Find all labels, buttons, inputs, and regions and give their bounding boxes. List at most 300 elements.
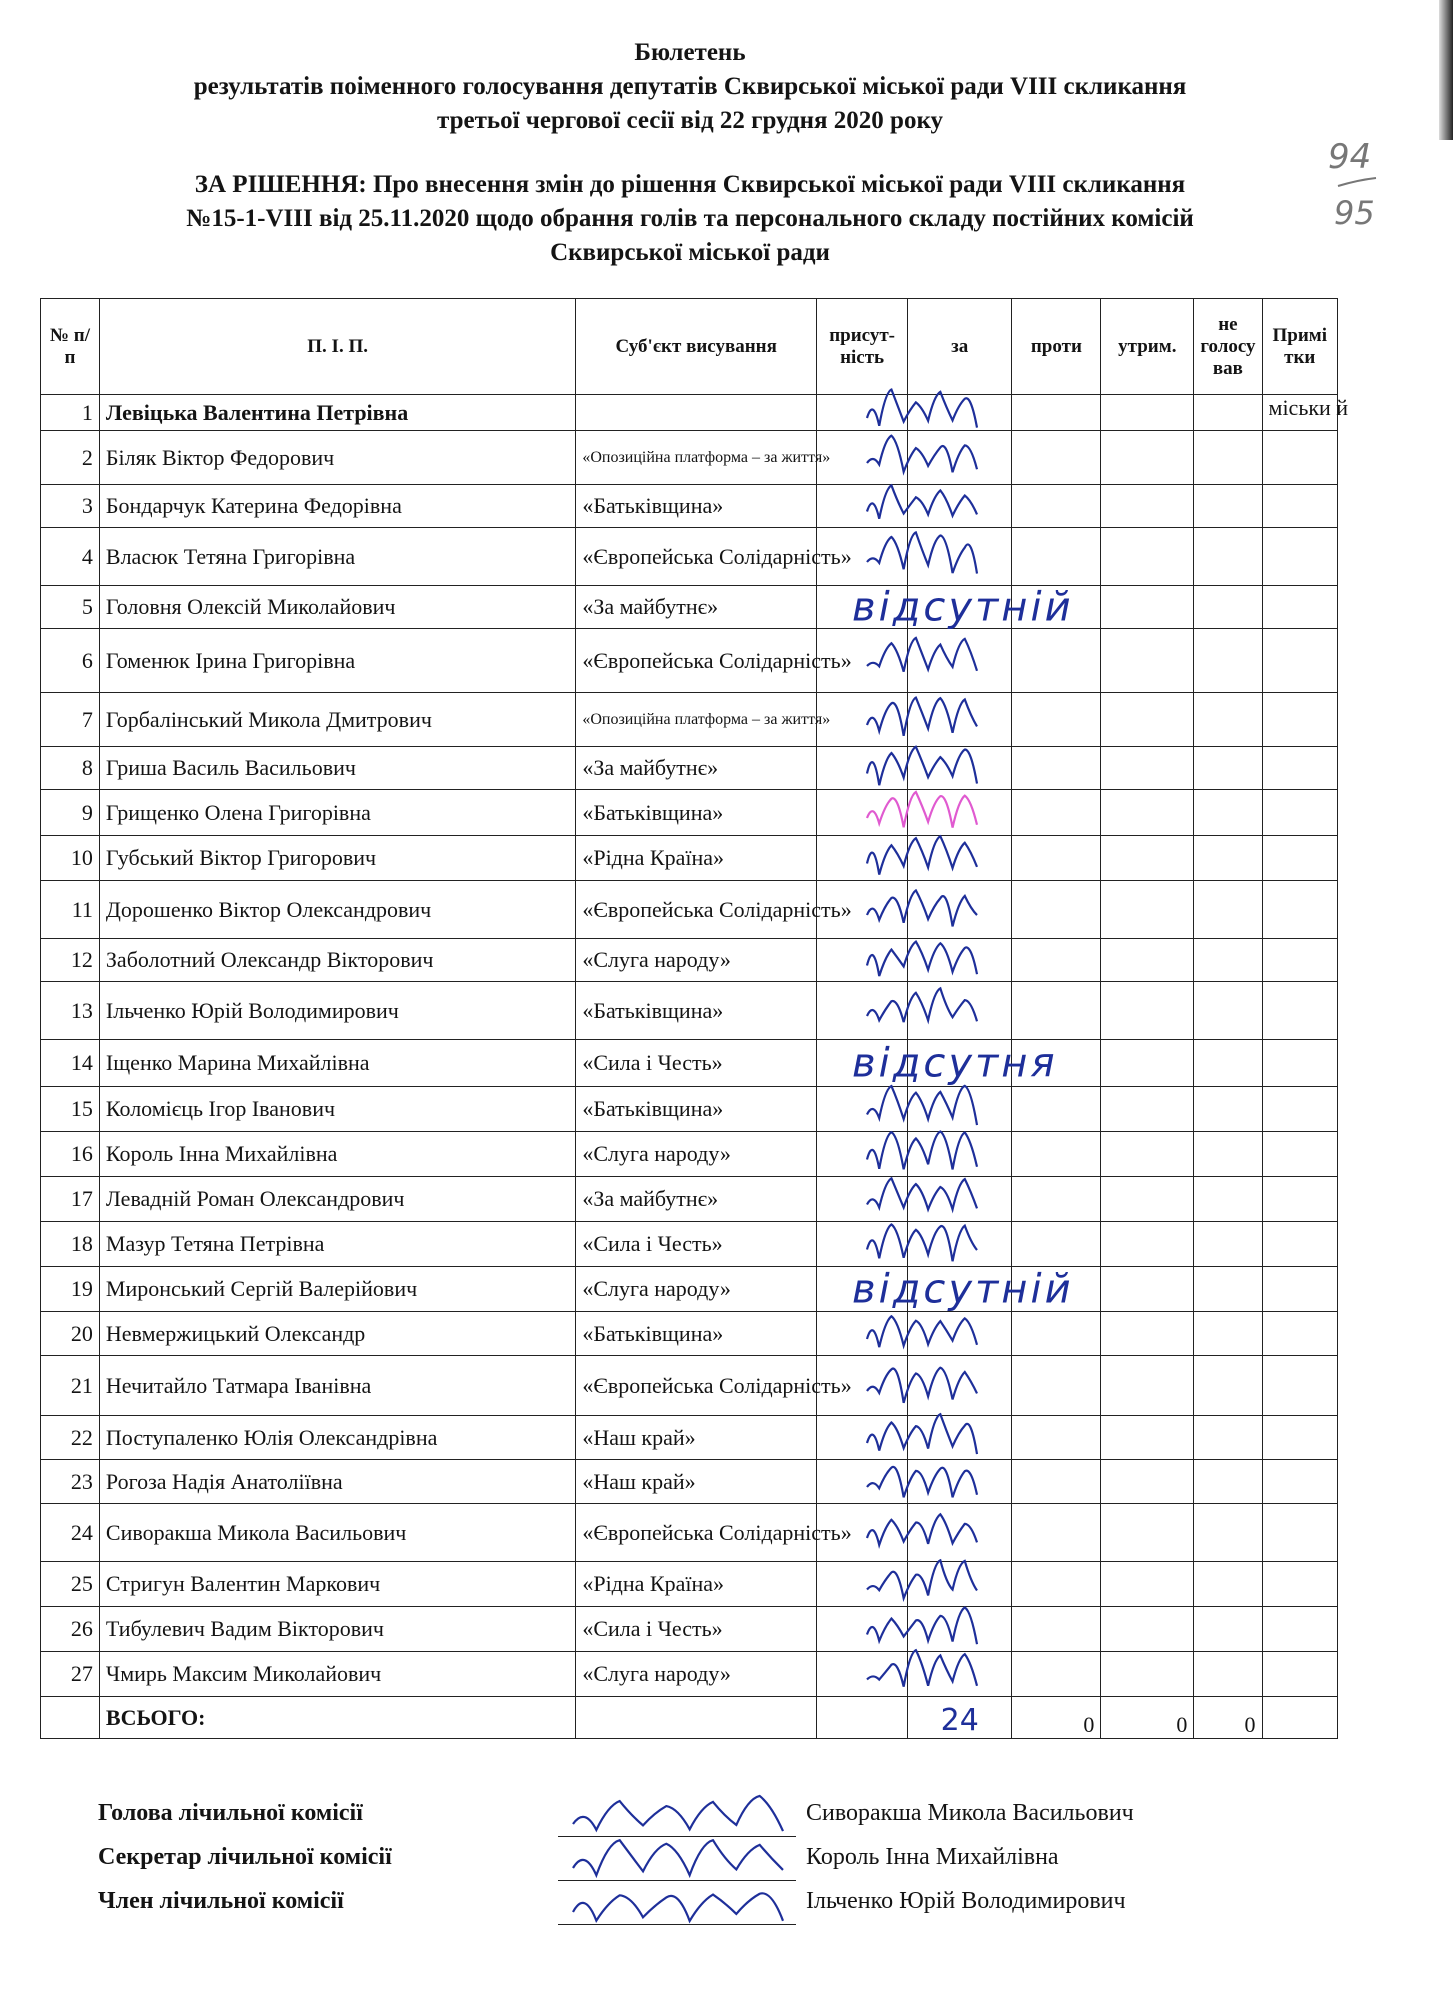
abstain-cell xyxy=(1101,790,1194,836)
abstain-cell xyxy=(1101,629,1194,693)
not-voted-cell xyxy=(1194,1040,1262,1087)
commission-role: Голова лічильної комісії xyxy=(98,1800,363,1826)
margin-note-1: 94 xyxy=(1328,137,1372,177)
deputy-name: Коломієць Ігор Іванович xyxy=(99,1087,575,1132)
not-voted-cell xyxy=(1194,1652,1262,1697)
deputy-name: Губський Віктор Григорович xyxy=(99,836,575,881)
present-cell xyxy=(817,586,908,629)
deputy-name: Бондарчук Катерина Федорівна xyxy=(99,485,575,528)
not-voted-cell xyxy=(1194,629,1262,693)
for-cell xyxy=(908,1312,1012,1356)
deputy-name: Король Інна Михайлівна xyxy=(99,1132,575,1177)
abstain-cell xyxy=(1101,1177,1194,1222)
not-voted-cell xyxy=(1194,1416,1262,1460)
row-number: 4 xyxy=(41,528,100,586)
present-cell xyxy=(817,747,908,790)
note-cell xyxy=(1262,881,1337,939)
party-name: «Європейська Солідарність» xyxy=(576,629,817,693)
for-cell xyxy=(908,1356,1012,1416)
table-row xyxy=(41,431,1338,485)
against-cell xyxy=(1012,1504,1101,1562)
not-voted-cell xyxy=(1194,485,1262,528)
not-voted-cell xyxy=(1194,1504,1262,1562)
for-cell xyxy=(908,431,1012,485)
deputy-name: Заболотний Олександр Вікторович xyxy=(99,939,575,982)
for-cell xyxy=(908,586,1012,629)
abstain-cell xyxy=(1101,1562,1194,1607)
table-row xyxy=(41,1460,1338,1504)
against-cell xyxy=(1012,1087,1101,1132)
table-row xyxy=(41,1267,1338,1312)
abstain-cell xyxy=(1101,1652,1194,1697)
deputy-name: Гриша Василь Васильович xyxy=(99,747,575,790)
row-number: 2 xyxy=(41,431,100,485)
row-number: 8 xyxy=(41,747,100,790)
note-cell xyxy=(1262,1040,1337,1087)
party-name: «Європейська Солідарність» xyxy=(576,1504,817,1562)
table-row xyxy=(41,939,1338,982)
row-number: 3 xyxy=(41,485,100,528)
present-cell xyxy=(817,1177,908,1222)
total-notes-cell xyxy=(1262,1697,1337,1739)
party-name: «Європейська Солідарність» xyxy=(576,528,817,586)
party-name: «Європейська Солідарність» xyxy=(576,881,817,939)
note-cell xyxy=(1262,1222,1337,1267)
not-voted-cell xyxy=(1194,836,1262,881)
handwritten-absent-note: відсутній xyxy=(852,1266,1074,1313)
abstain-cell xyxy=(1101,485,1194,528)
abstain-cell xyxy=(1101,1267,1194,1312)
present-cell xyxy=(817,1132,908,1177)
deputy-name: Головня Олексій Миколайович xyxy=(99,586,575,629)
party-name: «Батьківщина» xyxy=(576,790,817,836)
table-row xyxy=(41,1040,1338,1087)
margin-note-2: 95 xyxy=(1334,194,1375,232)
row-number: 23 xyxy=(41,1460,100,1504)
for-cell xyxy=(908,629,1012,693)
table-row xyxy=(41,693,1338,747)
for-cell xyxy=(908,790,1012,836)
for-cell xyxy=(908,1040,1012,1087)
decision-line-2: №15-1-VIII від 25.11.2020 щодо обрання голів та персонального складу постійних комісій xyxy=(186,205,1194,232)
row-number: 13 xyxy=(41,982,100,1040)
party-name: «Сила і Честь» xyxy=(576,1607,817,1652)
handwritten-absent-note: відсутній xyxy=(852,584,1074,631)
against-cell xyxy=(1012,1132,1101,1177)
for-cell xyxy=(908,693,1012,747)
doc-session: третьої чергової сесії від 22 грудня 2020 року xyxy=(436,107,944,134)
party-name: «Рідна Країна» xyxy=(576,1562,817,1607)
for-cell xyxy=(908,1460,1012,1504)
against-cell xyxy=(1012,1416,1101,1460)
deputy-name: Миронський Сергій Валерійович xyxy=(99,1267,575,1312)
row-number: 18 xyxy=(41,1222,100,1267)
deputy-name: Мазур Тетяна Петрівна xyxy=(99,1222,575,1267)
table-row xyxy=(41,485,1338,528)
deputy-name: Тибулевич Вадим Вікторович xyxy=(99,1607,575,1652)
against-cell xyxy=(1012,1562,1101,1607)
deputy-name: Поступаленко Юлія Олександрівна xyxy=(99,1416,575,1460)
signature-line xyxy=(558,1924,796,1925)
total-not-voted: 0 xyxy=(1194,1697,1262,1739)
against-cell xyxy=(1012,1607,1101,1652)
against-cell xyxy=(1012,1652,1101,1697)
deputy-name: Чмирь Максим Миколайович xyxy=(99,1652,575,1697)
not-voted-cell xyxy=(1194,1222,1262,1267)
note-cell xyxy=(1262,528,1337,586)
table-row xyxy=(41,528,1338,586)
note-cell xyxy=(1262,693,1337,747)
present-cell xyxy=(817,1460,908,1504)
not-voted-cell xyxy=(1194,747,1262,790)
party-name: «Батьківщина» xyxy=(576,1312,817,1356)
doc-subtitle: результатів поіменного голосування депутатів Сквирської міської ради VIII скликання xyxy=(193,73,1187,100)
table-row xyxy=(41,586,1338,629)
not-voted-cell xyxy=(1194,586,1262,629)
abstain-cell xyxy=(1101,1504,1194,1562)
note-cell xyxy=(1262,836,1337,881)
note-cell: міськи й xyxy=(1262,395,1337,431)
scan-edge xyxy=(1439,0,1453,140)
table-row xyxy=(41,836,1338,881)
table-row xyxy=(41,747,1338,790)
deputy-name: Нечитайло Татмара Іванівна xyxy=(99,1356,575,1416)
table-row xyxy=(41,1312,1338,1356)
against-cell xyxy=(1012,395,1101,431)
row-number: 27 xyxy=(41,1652,100,1697)
abstain-cell xyxy=(1101,1132,1194,1177)
abstain-cell xyxy=(1101,747,1194,790)
commission-row-1 xyxy=(98,1800,1338,1838)
table-row xyxy=(41,1416,1338,1460)
total-party-cell xyxy=(576,1697,817,1739)
abstain-cell xyxy=(1101,982,1194,1040)
note-cell xyxy=(1262,1504,1337,1562)
abstain-cell xyxy=(1101,1460,1194,1504)
row-number: 6 xyxy=(41,629,100,693)
against-cell xyxy=(1012,629,1101,693)
not-voted-cell xyxy=(1194,1267,1262,1312)
row-number: 21 xyxy=(41,1356,100,1416)
not-voted-cell xyxy=(1194,1460,1262,1504)
abstain-cell xyxy=(1101,1607,1194,1652)
row-number: 19 xyxy=(41,1267,100,1312)
table-row xyxy=(41,1562,1338,1607)
abstain-cell xyxy=(1101,939,1194,982)
party-name: «Батьківщина» xyxy=(576,485,817,528)
row-number: 24 xyxy=(41,1504,100,1562)
for-cell xyxy=(908,1267,1012,1312)
note-cell xyxy=(1262,1607,1337,1652)
for-cell xyxy=(908,939,1012,982)
note-cell xyxy=(1262,1132,1337,1177)
row-number: 1 xyxy=(41,395,100,431)
note-cell xyxy=(1262,431,1337,485)
abstain-cell xyxy=(1101,1040,1194,1087)
deputy-name: Невмержицький Олександр xyxy=(99,1312,575,1356)
present-cell xyxy=(817,939,908,982)
table-row xyxy=(41,1356,1338,1416)
abstain-cell xyxy=(1101,693,1194,747)
abstain-cell xyxy=(1101,1416,1194,1460)
against-cell xyxy=(1012,881,1101,939)
deputy-name: Ільченко Юрій Володимирович xyxy=(99,982,575,1040)
against-cell xyxy=(1012,431,1101,485)
present-cell xyxy=(817,1222,908,1267)
against-cell xyxy=(1012,836,1101,881)
abstain-cell xyxy=(1101,1087,1194,1132)
deputy-name: Гоменюк Ірина Григорівна xyxy=(99,629,575,693)
note-cell xyxy=(1262,629,1337,693)
against-cell xyxy=(1012,1356,1101,1416)
for-cell xyxy=(908,395,1012,431)
against-cell xyxy=(1012,747,1101,790)
table-row xyxy=(41,881,1338,939)
party-name: «Слуга народу» xyxy=(576,1652,817,1697)
row-number: 5 xyxy=(41,586,100,629)
commission-person: Ільченко Юрій Володимирович xyxy=(806,1888,1126,1914)
present-cell xyxy=(817,790,908,836)
abstain-cell xyxy=(1101,1222,1194,1267)
total-for: 24 xyxy=(908,1697,1012,1739)
table-row xyxy=(41,1607,1338,1652)
col-present: присут-ність xyxy=(817,299,908,395)
note-cell xyxy=(1262,1562,1337,1607)
deputy-name: Власюк Тетяна Григорівна xyxy=(99,528,575,586)
note-cell xyxy=(1262,939,1337,982)
against-cell xyxy=(1012,586,1101,629)
not-voted-cell xyxy=(1194,431,1262,485)
present-cell xyxy=(817,485,908,528)
note-cell xyxy=(1262,586,1337,629)
party-name: «Європейська Солідарність» xyxy=(576,1356,817,1416)
present-cell xyxy=(817,1267,908,1312)
abstain-cell xyxy=(1101,1312,1194,1356)
row-number: 14 xyxy=(41,1040,100,1087)
commission-row-3 xyxy=(98,1888,1338,1926)
against-cell xyxy=(1012,528,1101,586)
table-row xyxy=(41,1132,1338,1177)
for-cell xyxy=(908,528,1012,586)
note-cell xyxy=(1262,1312,1337,1356)
present-cell xyxy=(817,982,908,1040)
deputy-name: Стригун Валентин Маркович xyxy=(99,1562,575,1607)
note-cell xyxy=(1262,790,1337,836)
abstain-cell xyxy=(1101,586,1194,629)
party-name: «Опозиційна платформа – за життя» xyxy=(576,431,817,485)
abstain-cell xyxy=(1101,881,1194,939)
not-voted-cell xyxy=(1194,982,1262,1040)
total-label: ВСЬОГО: xyxy=(99,1697,575,1739)
abstain-cell xyxy=(1101,528,1194,586)
abstain-cell xyxy=(1101,431,1194,485)
col-party: Суб'єкт висування xyxy=(576,299,817,395)
col-notes: Примі тки xyxy=(1262,299,1337,395)
col-num: № п/п xyxy=(41,299,100,395)
col-for: за xyxy=(908,299,1012,395)
row-number: 22 xyxy=(41,1416,100,1460)
not-voted-cell xyxy=(1194,881,1262,939)
not-voted-cell xyxy=(1194,528,1262,586)
party-name: «Наш край» xyxy=(576,1416,817,1460)
abstain-cell xyxy=(1101,836,1194,881)
total-num-cell xyxy=(41,1697,100,1739)
deputy-name: Біляк Віктор Федорович xyxy=(99,431,575,485)
not-voted-cell xyxy=(1194,1087,1262,1132)
row-number: 20 xyxy=(41,1312,100,1356)
decision-line-1: ЗА РІШЕННЯ: Про внесення змін до рішення Сквирської міської ради VIII скликання xyxy=(194,171,1186,198)
present-cell xyxy=(817,1562,908,1607)
present-cell xyxy=(817,836,908,881)
party-name: «Слуга народу» xyxy=(576,1267,817,1312)
vote-table xyxy=(40,298,1349,1739)
not-voted-cell xyxy=(1194,693,1262,747)
party-name: «За майбутнє» xyxy=(576,1177,817,1222)
not-voted-cell xyxy=(1194,1132,1262,1177)
for-cell xyxy=(908,747,1012,790)
col-abstain: утрим. xyxy=(1101,299,1194,395)
against-cell xyxy=(1012,1177,1101,1222)
table-row xyxy=(41,1222,1338,1267)
deputy-name: Рогоза Надія Анатоліївна xyxy=(99,1460,575,1504)
table-row xyxy=(41,1177,1338,1222)
for-cell xyxy=(908,1222,1012,1267)
party-name: «Опозиційна платформа – за життя» xyxy=(576,693,817,747)
present-cell xyxy=(817,1087,908,1132)
col-name: П. І. П. xyxy=(99,299,575,395)
deputy-name: Горбалінський Микола Дмитрович xyxy=(99,693,575,747)
table-row xyxy=(41,790,1338,836)
for-cell xyxy=(908,485,1012,528)
deputy-name: Левадній Роман Олександрович xyxy=(99,1177,575,1222)
row-number: 9 xyxy=(41,790,100,836)
against-cell xyxy=(1012,1267,1101,1312)
against-cell xyxy=(1012,790,1101,836)
row-number: 17 xyxy=(41,1177,100,1222)
pencil-margin-note xyxy=(1318,128,1408,238)
abstain-cell xyxy=(1101,1356,1194,1416)
party-name: «Слуга народу» xyxy=(576,939,817,982)
for-cell xyxy=(908,1087,1012,1132)
party-name: «За майбутнє» xyxy=(576,586,817,629)
signature-line xyxy=(558,1880,796,1881)
present-cell xyxy=(817,1040,908,1087)
present-cell xyxy=(817,1607,908,1652)
present-cell xyxy=(817,693,908,747)
against-cell xyxy=(1012,1222,1101,1267)
total-abstain: 0 xyxy=(1101,1697,1194,1739)
note-cell xyxy=(1262,1177,1337,1222)
for-cell xyxy=(908,1562,1012,1607)
total-against: 0 xyxy=(1012,1697,1101,1739)
not-voted-cell xyxy=(1194,1312,1262,1356)
for-cell xyxy=(908,1177,1012,1222)
party-name: «Сила і Честь» xyxy=(576,1040,817,1087)
handwritten-absent-note: відсутня xyxy=(852,1040,1058,1087)
doc-title: Бюлетень xyxy=(634,39,746,66)
party-name: «Слуга народу» xyxy=(576,1132,817,1177)
decision-line-3: Сквирської міської ради xyxy=(550,239,830,266)
for-cell xyxy=(908,1416,1012,1460)
for-cell xyxy=(908,982,1012,1040)
total-present-cell xyxy=(817,1697,908,1739)
against-cell xyxy=(1012,982,1101,1040)
table-row xyxy=(41,629,1338,693)
row-number: 15 xyxy=(41,1087,100,1132)
note-cell xyxy=(1262,1087,1337,1132)
deputy-name: Іщенко Марина Михайлівна xyxy=(99,1040,575,1087)
party-name: «Наш край» xyxy=(576,1460,817,1504)
present-cell xyxy=(817,395,908,431)
table-row xyxy=(41,982,1338,1040)
not-voted-cell xyxy=(1194,1177,1262,1222)
table-row xyxy=(41,1652,1338,1697)
present-cell xyxy=(817,1312,908,1356)
note-cell xyxy=(1262,1267,1337,1312)
document-header xyxy=(40,36,1340,270)
commission-person: Сиворакша Микола Васильович xyxy=(806,1800,1134,1826)
against-cell xyxy=(1012,939,1101,982)
row-number: 25 xyxy=(41,1562,100,1607)
for-cell xyxy=(908,1607,1012,1652)
for-cell xyxy=(908,836,1012,881)
for-cell xyxy=(908,1504,1012,1562)
commission-role: Член лічильної комісії xyxy=(98,1888,344,1914)
commission-row-2 xyxy=(98,1844,1338,1882)
not-voted-cell xyxy=(1194,395,1262,431)
against-cell xyxy=(1012,1312,1101,1356)
table-row xyxy=(41,1087,1338,1132)
for-cell xyxy=(908,1132,1012,1177)
commission-role: Секретар лічильної комісії xyxy=(98,1844,392,1870)
note-cell xyxy=(1262,1416,1337,1460)
deputy-name: Сиворакша Микола Васильович xyxy=(99,1504,575,1562)
note-cell xyxy=(1262,747,1337,790)
abstain-cell xyxy=(1101,395,1194,431)
party-name: «Сила і Честь» xyxy=(576,1222,817,1267)
note-cell xyxy=(1262,485,1337,528)
deputy-name: Дорошенко Віктор Олександрович xyxy=(99,881,575,939)
not-voted-cell xyxy=(1194,1607,1262,1652)
table-header-row xyxy=(41,299,1338,395)
deputy-name: Левіцька Валентина Петрівна xyxy=(99,395,575,431)
present-cell xyxy=(817,1416,908,1460)
not-voted-cell xyxy=(1194,1356,1262,1416)
commission-person: Король Інна Михайлівна xyxy=(806,1844,1059,1870)
row-number: 11 xyxy=(41,881,100,939)
note-cell xyxy=(1262,982,1337,1040)
party-name xyxy=(576,395,817,431)
against-cell xyxy=(1012,485,1101,528)
table-row xyxy=(41,1504,1338,1562)
signature-line xyxy=(558,1836,796,1837)
col-not-voted: не голосу вав xyxy=(1194,299,1262,395)
row-number: 10 xyxy=(41,836,100,881)
against-cell xyxy=(1012,1460,1101,1504)
against-cell xyxy=(1012,693,1101,747)
for-cell xyxy=(908,1652,1012,1697)
row-number: 16 xyxy=(41,1132,100,1177)
present-cell xyxy=(817,431,908,485)
present-cell xyxy=(817,1652,908,1697)
not-voted-cell xyxy=(1194,1562,1262,1607)
party-name: «Рідна Країна» xyxy=(576,836,817,881)
party-name: «За майбутнє» xyxy=(576,747,817,790)
not-voted-cell xyxy=(1194,939,1262,982)
row-number: 7 xyxy=(41,693,100,747)
against-cell xyxy=(1012,1040,1101,1087)
col-against: проти xyxy=(1012,299,1101,395)
